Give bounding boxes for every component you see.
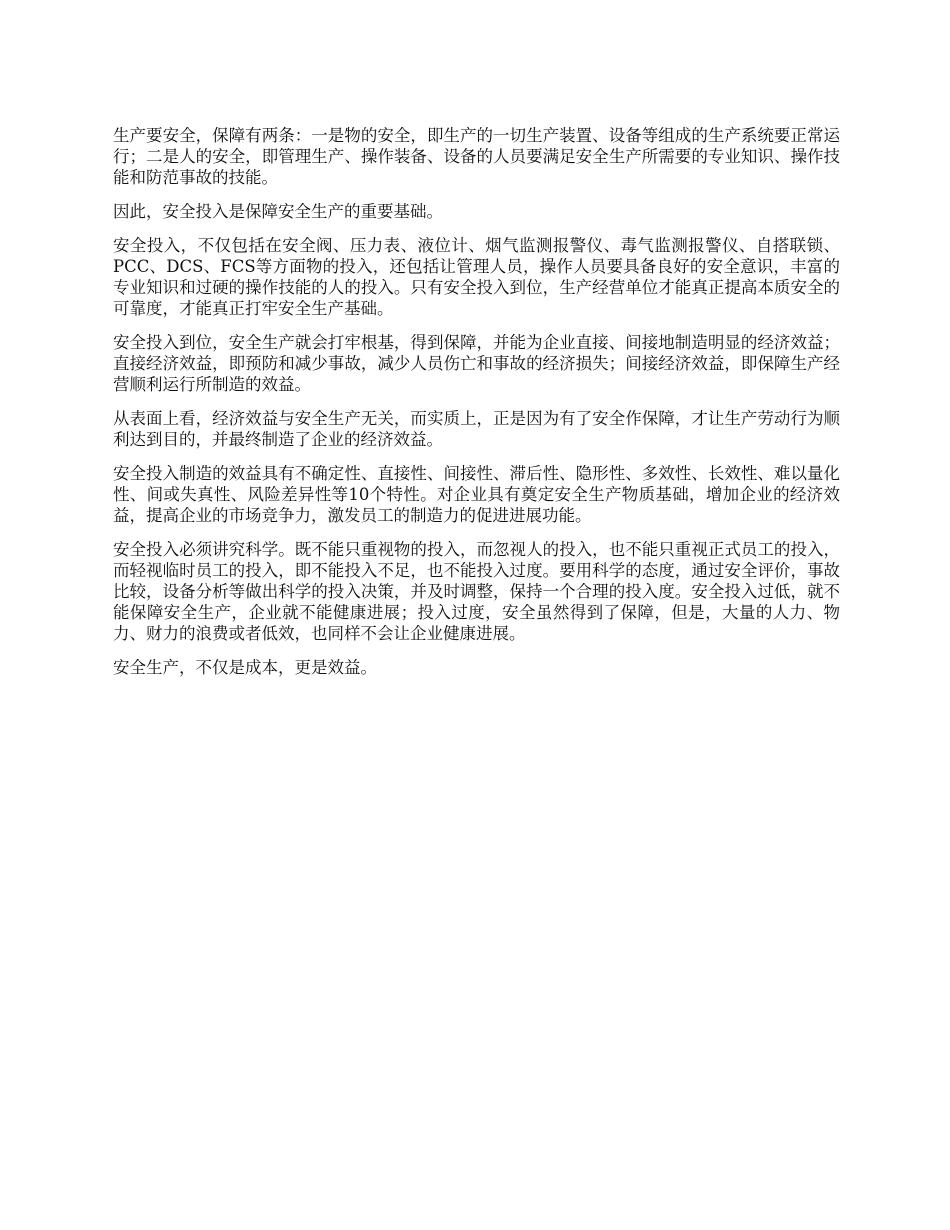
paragraph-7: 安全投入必须讲究科学。既不能只重视物的投入，而忽视人的投入，也不能只重视正式员工的投入，而轻视临时员工的投入，即不能投入不足，也不能投入过度。要用科学的态度，通过安全评价，事故比较，设备分析等做出科学的投入决策，并及时调整，保持一个合理的投入度。安全投入过低，就不能保障安全生产，企业就不能健康进展；投入过度，安全虽然得到了保障，但是，大量的人力、物力、财力的浪费或者低效，也同样不会让企业健康进展。 (113, 540, 840, 643)
paragraph-2: 因此，安全投入是保障安全生产的重要基础。 (113, 202, 443, 221)
paragraph-4: 安全投入到位，安全生产就会打牢根基，得到保障，并能为企业直接、间接地制造明显的经济效益；直接经济效益，即预防和减少事故，减少人员伤亡和事故的经济损失；间接经济效益，即保障生产经营顺利运行所制造的效益。 (113, 333, 840, 394)
document-body (113, 125, 840, 691)
paragraph-6: 安全投入制造的效益具有不确定性、直接性、间接性、滞后性、隐形性、多效性、长效性、难以量化性、间或失真性、风险差异性等10个特性。对企业具有奠定安全生产物质基础，增加企业的经济效益，提高企业的市场竞争力，激发员工的制造力的促进进展功能。 (113, 464, 840, 525)
paragraph-8: 安全生产，不仅是成本，更是效益。 (113, 658, 377, 677)
paragraph-1: 生产要安全，保障有两条：一是物的安全，即生产的一切生产装置、设备等组成的生产系统要正常运行；二是人的安全，即管理生产、操作装备、设备的人员要满足安全生产所需要的专业知识、操作技能和防范事故的技能。 (113, 126, 840, 187)
paragraph-5: 从表面上看，经济效益与安全生产无关，而实质上，正是因为有了安全作保障，才让生产劳动行为顺利达到目的，并最终制造了企业的经济效益。 (113, 409, 840, 449)
paragraph-3: 安全投入，不仅包括在安全阀、压力表、液位计、烟气监测报警仪、毒气监测报警仪、自搭联锁、PCC、DCS、FCS等方面物的投入，还包括让管理人员，操作人员要具备良好的安全意识，丰富的专业知识和过硬的操作技能的人的投入。只有安全投入到位，生产经营单位才能真正提高本质安全的可靠度，才能真正打牢安全生产基础。 (113, 236, 840, 318)
